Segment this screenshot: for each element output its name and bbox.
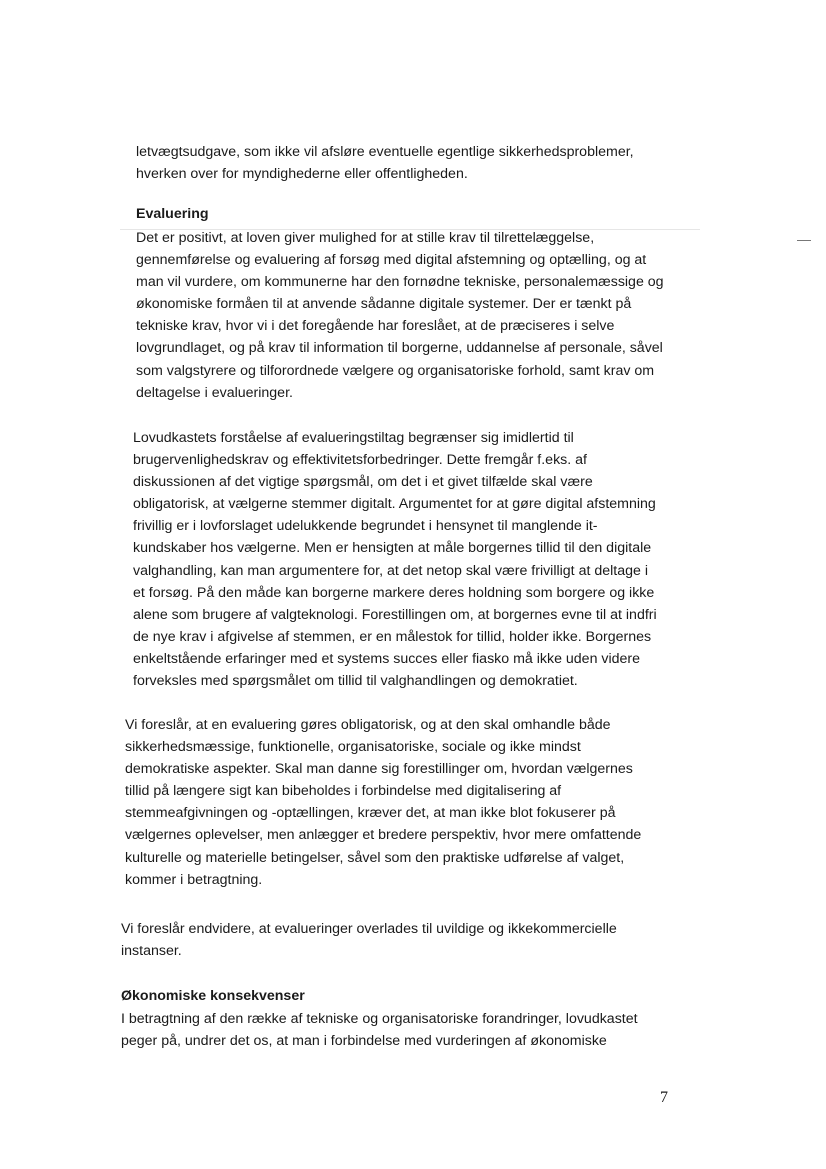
heading-evaluering: Evaluering — [136, 206, 209, 222]
paragraph-continuation: letvægtsudgave, som ikke vil afsløre eventuelle egentlige sikkerhedsproblemer, hverken over for myndighederne eller offentligheden. — [136, 144, 634, 183]
scan-artifact-dash — [797, 240, 811, 241]
paragraph-foreslaar-evaluering: Vi foreslår, at en evaluering gøres obligatorisk, og at den skal omhandle både sikkerhedsmæssige, funktionelle, organisatoriske, sociale og ikke mindst demokratiske aspekter. Skal man danne sig forestillinger om, hvordan vælgernes tillid på længere sigt kan bibeholdes i forbindelse med digitalisering af stemmeafgivningen og -optællingen, kræver det, at man ikke blot fokuserer på vælgernes oplevelser, men anlægger et bredere perspektiv, hvor mere omfattende kulturelle og materielle betingelser, såvel som den praktiske udførelse af valget, kommer i betragtning. — [125, 717, 642, 888]
page-number: 7 — [660, 1089, 668, 1106]
paragraph-evaluering-intro: Det er positivt, at loven giver mulighed for at stille krav til tilrettelæggelse, gennemførelse og evaluering af forsøg med digital afstemning og optælling, og at man vil vurdere, om kommunerne har den fornødne tekniske, personalemæssige og økonomiske formåen til at anvende sådanne digitale systemer. Der er tænkt på tekniske krav, hvor vi i det foregående har foreslået, at de præciseres i selve lovgrundlaget, og på krav til information til borgerne, uddannelse af personale, såvel som valgstyrere og tilforordnede vælgere og organisatoriske forhold, samt krav om deltagelse i evalueringer. — [136, 230, 664, 401]
heading-okonomiske-konsekvenser: Økonomiske konsekvenser — [121, 988, 305, 1004]
paragraph-okonomiske: I betragtning af den række af tekniske og organisatoriske forandringer, lovudkastet peger på, undrer det os, at man i forbindelse med vurderingen af økonomiske — [121, 1011, 638, 1050]
paragraph-uvildige-instanser: Vi foreslår endvidere, at evalueringer overlades til uvildige og ikkekommercielle instanser. — [121, 921, 617, 960]
paragraph-lovudkastet: Lovudkastets forståelse af evalueringstiltag begrænser sig imidlertid til brugervenlighedskrav og effektivitetsforbedringer. Dette fremgår f.eks. af diskussionen af det vigtige spørgsmål, om det i et givet tilfælde skal være obligatorisk, at vælgerne stemmer digitalt. Argumentet for at gøre digital afstemning frivillig er i lovforslaget udelukkende begrundet i hensynet til manglende it- kundskaber hos vælgerne. Men er hensigten at måle borgernes tillid til den digitale valghandling, kan man argumentere for, at det netop skal være frivilligt at deltage i et forsøg. På den måde kan borgerne markere deres holdning som borgere og ikke alene som brugere af valgteknologi. Forestillingen om, at borgernes evne til at indfri de nye krav i afgivelse af stemmen, er en målestok for tillid, holder ikke. Borgernes enkeltstående erfaringer med et systems succes eller fiasko må ikke uden videre forveksles med spørgsmålet om tillid til valghandlingen og demokratiet. — [133, 430, 657, 690]
